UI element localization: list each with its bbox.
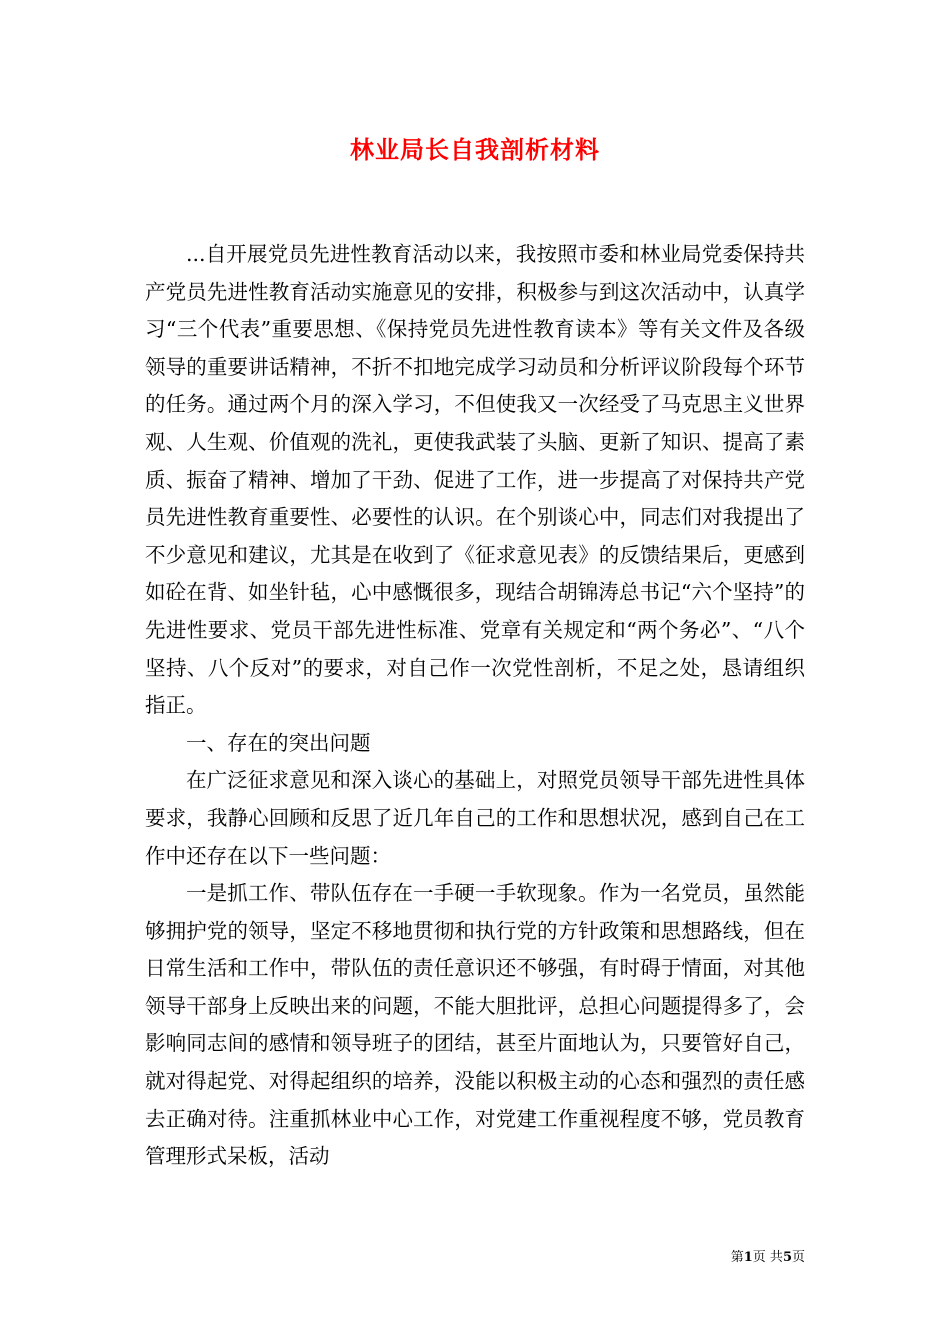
footer-page-number: 1: [743, 1250, 753, 1265]
document-body: [145, 236, 805, 1176]
footer-suffix: 页: [791, 1250, 805, 1265]
paragraph-problem-one: 一是抓工作、带队伍存在一手硬一手软现象。作为一名党员，虽然能够拥护党的领导，坚定不移地贯彻和执行党的方针政策和思想路线，但在日常生活和工作中，带队伍的责任意识还不够强，有时碍于情面，对其他领导干部身上反映出来的问题，不能大胆批评，总担心问题提得多了，会影响同志间的感情和领导班子的团结，甚至片面地认为，只要管好自己，就对得起党、对得起组织的培养，没能以积极主动的心态和强烈的责任感去正确对待。注重抓林业中心工作，对党建工作重视程度不够，党员教育管理形式呆板，活动: [145, 881, 805, 1169]
footer-middle: 页 共: [752, 1250, 783, 1265]
page-footer: [731, 1246, 805, 1265]
document-title: 林业局长自我剖析材料: [350, 135, 600, 164]
paragraph-intro: ...自开展党员先进性教育活动以来，我按照市委和林业局党委保持共产党员先进性教育活动实施意见的安排，积极参与到这次活动中，认真学习“三个代表”重要思想、《保持党员先进性教育读本》等有关文件及各级领导的重要讲话精神，不折不扣地完成学习动员和分析评议阶段每个环节的任务。通过两个月的深入学习，不但使我又一次经受了马克思主义世界观、人生观、价值观的洗礼，更使我武装了头脑、更新了知识、提高了素质、振奋了精神、增加了干劲、促进了工作，进一步提高了对保持共产党员先进性教育重要性、必要性的认识。在个别谈心中，同志们对我提出了不少意见和建议，尤其是在收到了《征求意见表》的反馈结果后，更感到如砼在背、如坐针毡，心中感慨很多，现结合胡锦涛总书记“六个坚持”的先进性要求、党员干部先进性标准、党章有关规定和“两个务必”、“八个坚持、八个反对”的要求，对自己作一次党性剖析，不足之处，恳请组织指正。: [145, 242, 805, 718]
footer-total-pages: 5: [782, 1250, 792, 1265]
section-heading: 一、存在的突出问题: [186, 730, 371, 755]
paragraph-section-intro: 在广泛征求意见和深入谈心的基础上，对照党员领导干部先进性具体要求，我静心回顾和反思了近几年自己的工作和思想状况，感到自己在工作中还存在以下一些问题：: [145, 768, 805, 868]
footer-prefix: 第: [730, 1250, 744, 1265]
